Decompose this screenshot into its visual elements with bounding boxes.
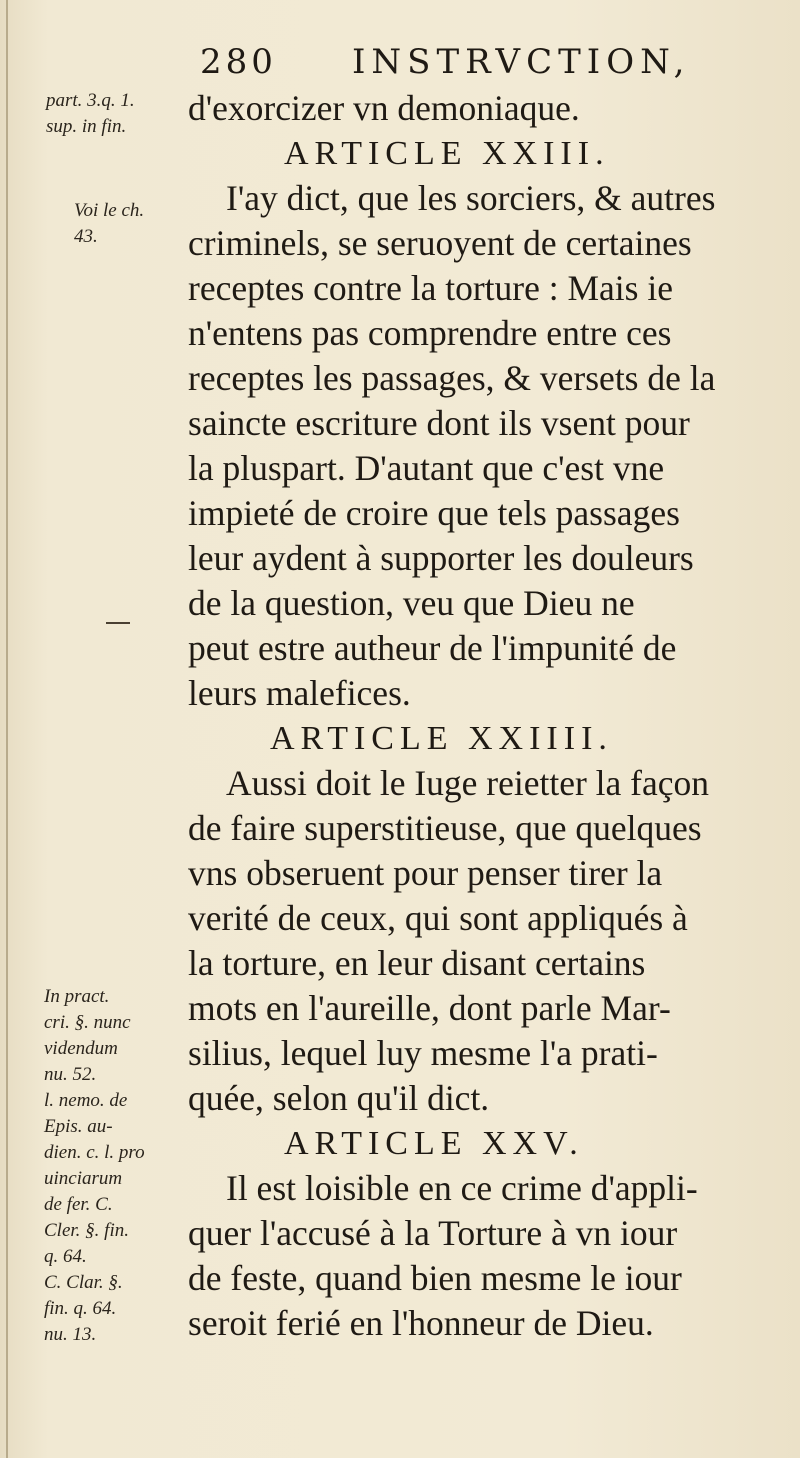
text-line: receptes contre la torture : Mais ie bbox=[188, 268, 673, 308]
page-number: 280 bbox=[200, 42, 277, 82]
text-line: quer l'accusé à la Torture à vn iour bbox=[188, 1213, 678, 1253]
marginal-line: In pract. bbox=[44, 986, 110, 1007]
marginal-note-top bbox=[46, 88, 186, 140]
marginal-line: Cler. §. fin. bbox=[44, 1220, 129, 1241]
text-line: de faire superstitieuse, que quelques bbox=[188, 808, 702, 848]
marginal-line: videndum bbox=[44, 1038, 118, 1059]
running-header bbox=[200, 42, 691, 92]
main-text-block bbox=[188, 86, 768, 1346]
article-heading: ARTICLE XXIII. bbox=[284, 135, 610, 172]
marginal-line: fin. q. 64. bbox=[44, 1298, 117, 1319]
text-line: n'entens pas comprendre entre ces bbox=[188, 313, 672, 353]
marginal-line: part. 3.q. 1. bbox=[46, 90, 135, 111]
article-heading: ARTICLE XXV. bbox=[284, 1125, 584, 1162]
marginal-line: q. 64. bbox=[44, 1246, 87, 1267]
text-line: Aussi doit le Iuge reietter la façon bbox=[226, 763, 710, 803]
text-line: criminels, se seruoyent de certaines bbox=[188, 223, 692, 263]
text-line: quée, selon qu'il dict. bbox=[188, 1078, 490, 1118]
text-line: saincte escriture dont ils vsent pour bbox=[188, 403, 690, 443]
marginal-line: cri. §. nunc bbox=[44, 1012, 131, 1033]
marginal-line: nu. 52. bbox=[44, 1064, 97, 1085]
marginal-line: l. nemo. de bbox=[44, 1090, 128, 1111]
text-line: impieté de croire que tels passages bbox=[188, 493, 680, 533]
text-line: de la question, veu que Dieu ne bbox=[188, 583, 635, 623]
marginal-line: C. Clar. §. bbox=[44, 1272, 123, 1293]
marginal-note-bottom bbox=[44, 984, 184, 1348]
text-line: mots en l'aureille, dont parle Mar- bbox=[188, 988, 671, 1028]
text-line: leur aydent à supporter les douleurs bbox=[188, 538, 694, 578]
marginal-line: 43. bbox=[74, 226, 98, 247]
marginal-line: dien. c. l. pro bbox=[44, 1142, 145, 1163]
marginal-line: uinciarum bbox=[44, 1168, 123, 1189]
text-line: vns obseruent pour penser tirer la bbox=[188, 853, 663, 893]
text-line: de feste, quand bien mesme le iour bbox=[188, 1258, 682, 1298]
text-line: silius, lequel luy mesme l'a prati- bbox=[188, 1033, 658, 1073]
marginal-line: Epis. au- bbox=[44, 1116, 113, 1137]
text-line: receptes les passages, & versets de la bbox=[188, 358, 716, 398]
text-line: leurs malefices. bbox=[188, 673, 411, 713]
text-line: Il est loisible en ce crime d'appli- bbox=[226, 1168, 698, 1208]
page-gutter bbox=[6, 0, 8, 1458]
text-line: peut estre autheur de l'impunité de bbox=[188, 628, 677, 668]
text-line: verité de ceux, qui sont appliqués à bbox=[188, 898, 688, 938]
text-line: I'ay dict, que les sorciers, & autres bbox=[226, 178, 716, 218]
running-title: INSTRVCTION, bbox=[352, 42, 691, 82]
margin-dash bbox=[106, 622, 130, 624]
marginal-line: sup. in fin. bbox=[46, 116, 127, 137]
article-heading: ARTICLE XXIIII. bbox=[270, 720, 613, 757]
marginal-line: de fer. C. bbox=[44, 1194, 113, 1215]
text-line: seroit ferié en l'honneur de Dieu. bbox=[188, 1303, 654, 1343]
text-line: d'exorcizer vn demoniaque. bbox=[188, 88, 580, 128]
text-line: la torture, en leur disant certains bbox=[188, 943, 646, 983]
marginal-line: nu. 13. bbox=[44, 1324, 97, 1345]
marginal-note-middle bbox=[74, 198, 214, 250]
marginal-line: Voi le ch. bbox=[74, 200, 145, 221]
text-line: la pluspart. D'autant que c'est vne bbox=[188, 448, 665, 488]
